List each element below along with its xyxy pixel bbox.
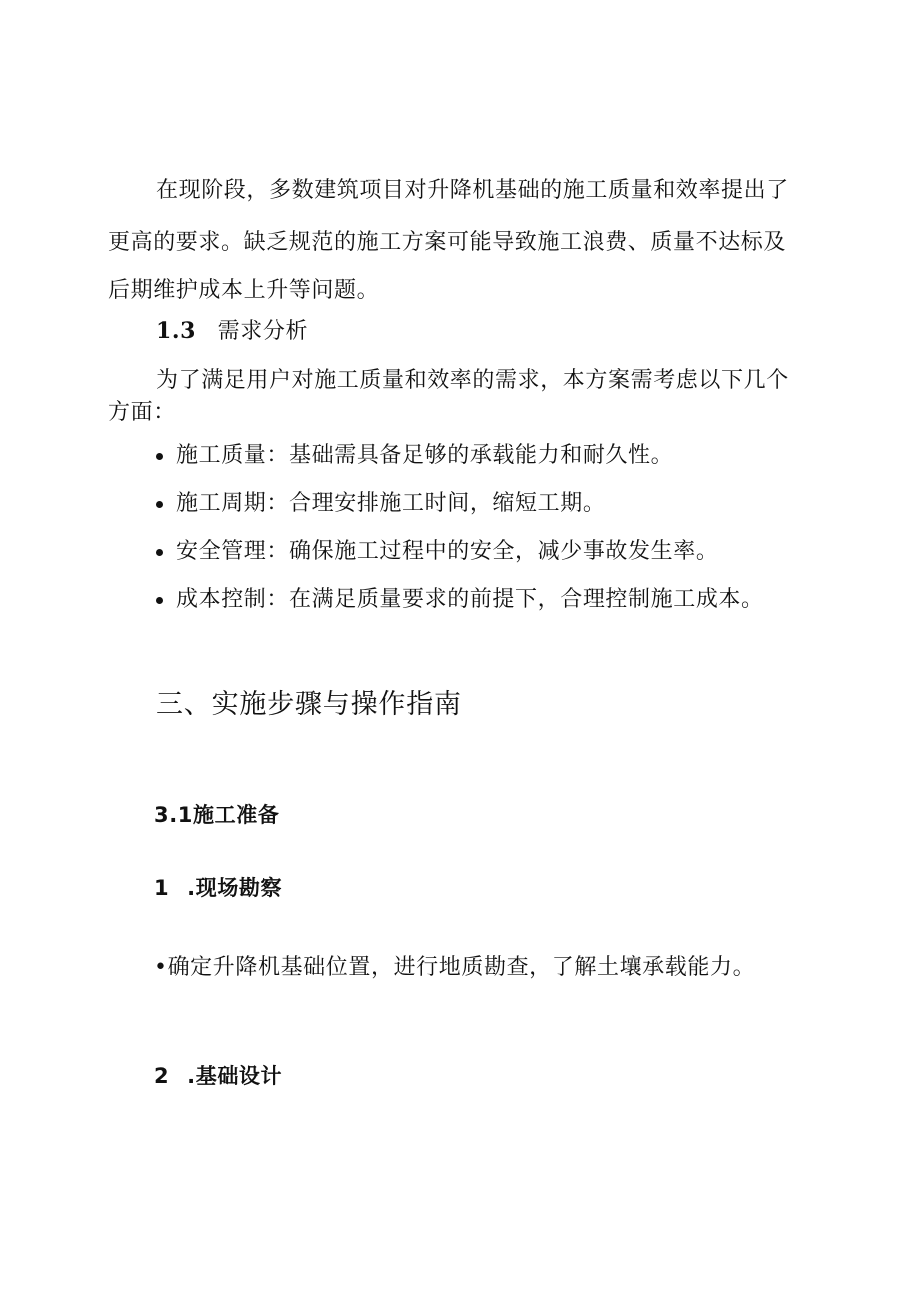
step-heading-1 [154,873,282,903]
bullet-icon [156,453,163,460]
list-item-separator: ： [266,539,290,564]
intro-line-1: 在现阶段，多数建筑项目对升降机基础的施工质量和效率提出了 [156,178,789,203]
bullet-icon [156,549,163,556]
intro-line-2: 更高的要求。缺乏规范的施工方案可能导致施工浪费、质量不达标及 [108,230,787,255]
requirements-line-2: 方面： [108,400,176,425]
list-item-separator: ： [266,587,290,612]
list-item-term: 成本控制 [176,587,267,612]
list-item [156,585,764,615]
step-1-bullet: •确定升降机基础位置，进行地质勘查，了解土壤承载能力。 [154,955,756,980]
chapter-heading: 三、实施步骤与操作指南 [156,689,462,720]
list-item-separator: ： [266,491,290,516]
list-item [156,489,605,519]
bullet-icon [156,501,163,508]
list-item-desc: 确保施工过程中的安全，减少事故发生率。 [289,539,719,564]
list-item-term: 安全管理 [176,539,267,564]
list-item-desc: 在满足质量要求的前提下，合理控制施工成本。 [289,587,764,612]
bullet-icon [156,597,163,604]
section-number: 1.3 [156,318,197,344]
section-heading-1-3 [156,316,308,347]
step-number: 1 [154,876,170,900]
requirements-line-1: 为了满足用户对施工质量和效率的需求，本方案需考虑以下几个 [156,368,789,393]
step-title: .基础设计 [187,1064,283,1088]
step-number: 2 [154,1064,170,1088]
list-item-desc: 合理安排施工时间，缩短工期。 [289,491,606,516]
list-item-term: 施工周期 [176,491,267,516]
list-item-separator: ： [266,443,290,468]
list-item-term: 施工质量 [176,443,267,468]
step-title: .现场勘察 [187,876,283,900]
intro-line-3: 后期维护成本上升等问题。 [108,278,380,303]
list-item [156,537,718,567]
list-item-desc: 基础需具备足够的承载能力和耐久性。 [289,443,674,468]
section-title: 需求分析 [217,319,309,344]
list-item [156,441,673,471]
step-heading-2 [154,1061,282,1091]
subsection-heading-3-1: 3.1施工准备 [154,803,280,827]
